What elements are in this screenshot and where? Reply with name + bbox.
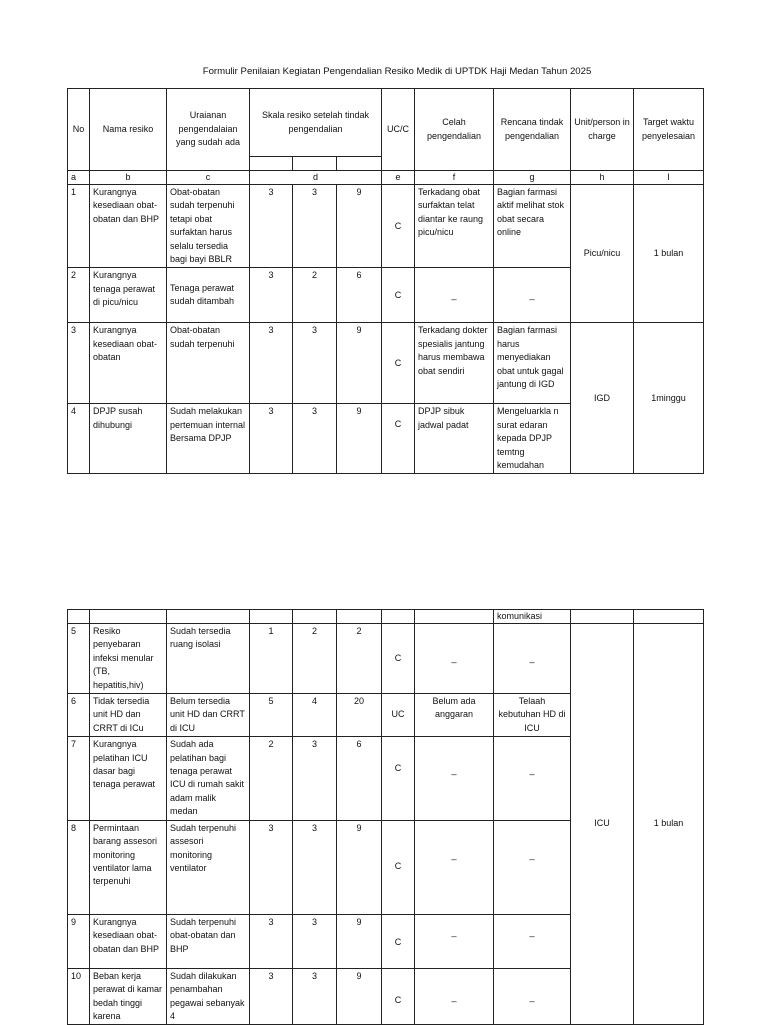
header-skala-sub-2 <box>293 157 337 171</box>
letter-cell: b <box>90 171 167 185</box>
letter-cell: g <box>494 171 571 185</box>
cell-no: 5 <box>68 624 90 694</box>
cell-skala-2: 3 <box>293 404 337 474</box>
cell-skala-3 <box>337 610 382 624</box>
cell-ucc: C <box>382 185 415 268</box>
header-uraian: Uraianan pengendalaian yang sudah ada <box>167 89 250 171</box>
letter-cell: h <box>571 171 634 185</box>
cell-nama: Kurangnya tenaga perawat di picu/nicu <box>90 268 167 323</box>
cell-celah: Terkadang obat surfaktan telat diantar ke raung picu/nicu <box>415 185 494 268</box>
letter-cell: d <box>250 171 382 185</box>
cell-celah: _ <box>415 737 494 820</box>
cell-skala-3: 9 <box>337 185 382 268</box>
cell-nama: DPJP susah dihubungi <box>90 404 167 474</box>
cell-rencana: Bagian farmasi harus menyediakan obat untuk gagal jantung di IGD <box>494 323 571 404</box>
letter-cell: c <box>167 171 250 185</box>
cell-skala-1: 3 <box>250 323 293 404</box>
cell-rencana: Telaah kebutuhan HD di ICU <box>494 694 571 737</box>
cell-ucc: C <box>382 624 415 694</box>
cell-ucc <box>382 610 415 624</box>
cell-no: 8 <box>68 820 90 914</box>
header-no: No <box>68 89 90 171</box>
cell-unit: ICU <box>571 624 634 1025</box>
cell-celah: _ <box>415 624 494 694</box>
cell-nama <box>90 610 167 624</box>
cell-ucc: C <box>382 323 415 404</box>
cell-uraian: Sudah dilakukan penambahan pegawai sebanyak 4 <box>167 968 250 1025</box>
cell-no: 4 <box>68 404 90 474</box>
cell-ucc: C <box>382 404 415 474</box>
letter-cell: a <box>68 171 90 185</box>
cell-target: 1 bulan <box>634 185 704 323</box>
cell-uraian: Sudah tersedia ruang isolasi <box>167 624 250 694</box>
cell-ucc: C <box>382 968 415 1025</box>
cell-ucc: UC <box>382 694 415 737</box>
cell-rencana: _ <box>494 624 571 694</box>
cell-skala-1: 3 <box>250 820 293 914</box>
cell-no: 6 <box>68 694 90 737</box>
cell-ucc: C <box>382 914 415 968</box>
cell-nama: Kurangnya kesediaan obat-obatan dan BHP <box>90 185 167 268</box>
cell-ucc: C <box>382 268 415 323</box>
cell-no: 7 <box>68 737 90 820</box>
cell-rencana: Mengeluarkla n surat edaran kepada DPJP temtng kemudahan <box>494 404 571 474</box>
cell-target: 1minggu <box>634 323 704 474</box>
cell-skala-1: 3 <box>250 914 293 968</box>
cell-celah <box>415 610 494 624</box>
cell-nama: Kurangnya kesediaan obat-obatan <box>90 323 167 404</box>
cell-skala-1: 3 <box>250 968 293 1025</box>
cell-skala-2: 3 <box>293 323 337 404</box>
letter-cell: f <box>415 171 494 185</box>
cell-target: 1 bulan <box>634 624 704 1025</box>
cell-skala-3: 9 <box>337 968 382 1025</box>
header-target: Target waktu penyelesaian <box>634 89 704 171</box>
cell-uraian: Obat-obatan sudah terpenuhi tetapi obat surfaktan harus selalu tersedia bagi bayi BBLR <box>167 185 250 268</box>
letter-row <box>68 171 704 185</box>
cell-skala-3: 6 <box>337 268 382 323</box>
cell-skala-2 <box>293 610 337 624</box>
cell-uraian: Sudah terpenuhi obat-obatan dan BHP <box>167 914 250 968</box>
cell-nama: Beban kerja perawat di kamar bedah tinggi karena <box>90 968 167 1025</box>
table-row <box>68 323 704 404</box>
cell-celah: _ <box>415 914 494 968</box>
cell-skala-1: 3 <box>250 268 293 323</box>
cell-no: 3 <box>68 323 90 404</box>
cell-no: 1 <box>68 185 90 268</box>
cell-uraian: Sudah terpenuhi assesori monitoring ventilator <box>167 820 250 914</box>
cell-celah: _ <box>415 820 494 914</box>
cell-celah: _ <box>415 268 494 323</box>
cell-nama: Tidak tersedia unit HD dan CRRT di ICu <box>90 694 167 737</box>
header-skala-sub-3 <box>337 157 382 171</box>
cell-skala-1: 1 <box>250 624 293 694</box>
cell-uraian: Belum tersedia unit HD dan CRRT di ICU <box>167 694 250 737</box>
document-title: Formulir Penilaian Kegiatan Pengendalian Resiko Medik di UPTDK Haji Medan Tahun 2025 <box>202 66 592 77</box>
cell-skala-1 <box>250 610 293 624</box>
risk-table-page-1 <box>67 88 704 474</box>
risk-table-page-2 <box>67 609 704 1025</box>
cell-ucc: C <box>382 820 415 914</box>
header-row <box>68 89 704 157</box>
letter-cell: I <box>634 171 704 185</box>
cell-target <box>634 610 704 624</box>
cell-skala-2: 3 <box>293 914 337 968</box>
cell-rencana: Bagian farmasi aktif melihat stok obat secara online <box>494 185 571 268</box>
cell-skala-1: 5 <box>250 694 293 737</box>
header-skala: Skala resiko setelah tindak pengendalian <box>250 89 382 157</box>
header-rencana: Rencana tindak pengendalian <box>494 89 571 171</box>
cell-uraian: Sudah melakukan pertemuan internal Bersama DPJP <box>167 404 250 474</box>
cell-skala-2: 2 <box>293 624 337 694</box>
cell-uraian: Tenaga perawat sudah ditambah <box>167 268 250 323</box>
cell-nama: Kurangnya pelatihan ICU dasar bagi tenaga perawat <box>90 737 167 820</box>
cell-rencana: _ <box>494 737 571 820</box>
cell-skala-1: 3 <box>250 185 293 268</box>
cell-skala-1: 2 <box>250 737 293 820</box>
cell-unit: Picu/nicu <box>571 185 634 323</box>
cell-celah: Belum ada anggaran <box>415 694 494 737</box>
cell-rencana: _ <box>494 820 571 914</box>
table-row <box>68 624 704 694</box>
cell-skala-3: 2 <box>337 624 382 694</box>
cell-skala-3: 20 <box>337 694 382 737</box>
cell-no: 9 <box>68 914 90 968</box>
cell-rencana: _ <box>494 968 571 1025</box>
cell-celah: Terkadang dokter spesialis jantung harus membawa obat sendiri <box>415 323 494 404</box>
cell-uraian: Sudah ada pelatihan bagi tenaga perawat ICU di rumah sakit adam malik medan <box>167 737 250 820</box>
cell-rencana: _ <box>494 268 571 323</box>
cell-unit: IGD <box>571 323 634 474</box>
cell-skala-2: 3 <box>293 968 337 1025</box>
cell-nama: Kurangnya kesediaan obat-obatan dan BHP <box>90 914 167 968</box>
cell-skala-1: 3 <box>250 404 293 474</box>
cell-unit <box>571 610 634 624</box>
cell-no: 10 <box>68 968 90 1025</box>
cell-skala-3: 9 <box>337 820 382 914</box>
cell-celah: DPJP sibuk jadwal padat <box>415 404 494 474</box>
cell-skala-3: 9 <box>337 404 382 474</box>
cell-celah: _ <box>415 968 494 1025</box>
cell-skala-3: 9 <box>337 323 382 404</box>
cell-no: 2 <box>68 268 90 323</box>
cell-skala-2: 3 <box>293 820 337 914</box>
header-celah: Celah pengendalian <box>415 89 494 171</box>
continuation-row <box>68 610 704 624</box>
cell-skala-3: 9 <box>337 914 382 968</box>
table-row <box>68 185 704 268</box>
cell-nama: Permintaan barang assesori monitoring ventilator lama terpenuhi <box>90 820 167 914</box>
cell-skala-2: 3 <box>293 737 337 820</box>
cell-uraian <box>167 610 250 624</box>
cell-ucc: C <box>382 737 415 820</box>
header-unit: Unit/person in charge <box>571 89 634 171</box>
cell-nama: Resiko penyebaran infeksi menular (TB, hepatitis,hiv) <box>90 624 167 694</box>
cell-uraian: Obat-obatan sudah terpenuhi <box>167 323 250 404</box>
cell-skala-2: 2 <box>293 268 337 323</box>
letter-cell: e <box>382 171 415 185</box>
cell-skala-2: 4 <box>293 694 337 737</box>
cell-rencana: _ <box>494 914 571 968</box>
header-nama-resiko: Nama resiko <box>90 89 167 171</box>
cell-skala-3: 6 <box>337 737 382 820</box>
cell-rencana-continued: komunikasi <box>494 610 571 624</box>
header-ucc: UC/C <box>382 89 415 171</box>
cell-skala-2: 3 <box>293 185 337 268</box>
cell-no <box>68 610 90 624</box>
header-skala-sub-1 <box>250 157 293 171</box>
